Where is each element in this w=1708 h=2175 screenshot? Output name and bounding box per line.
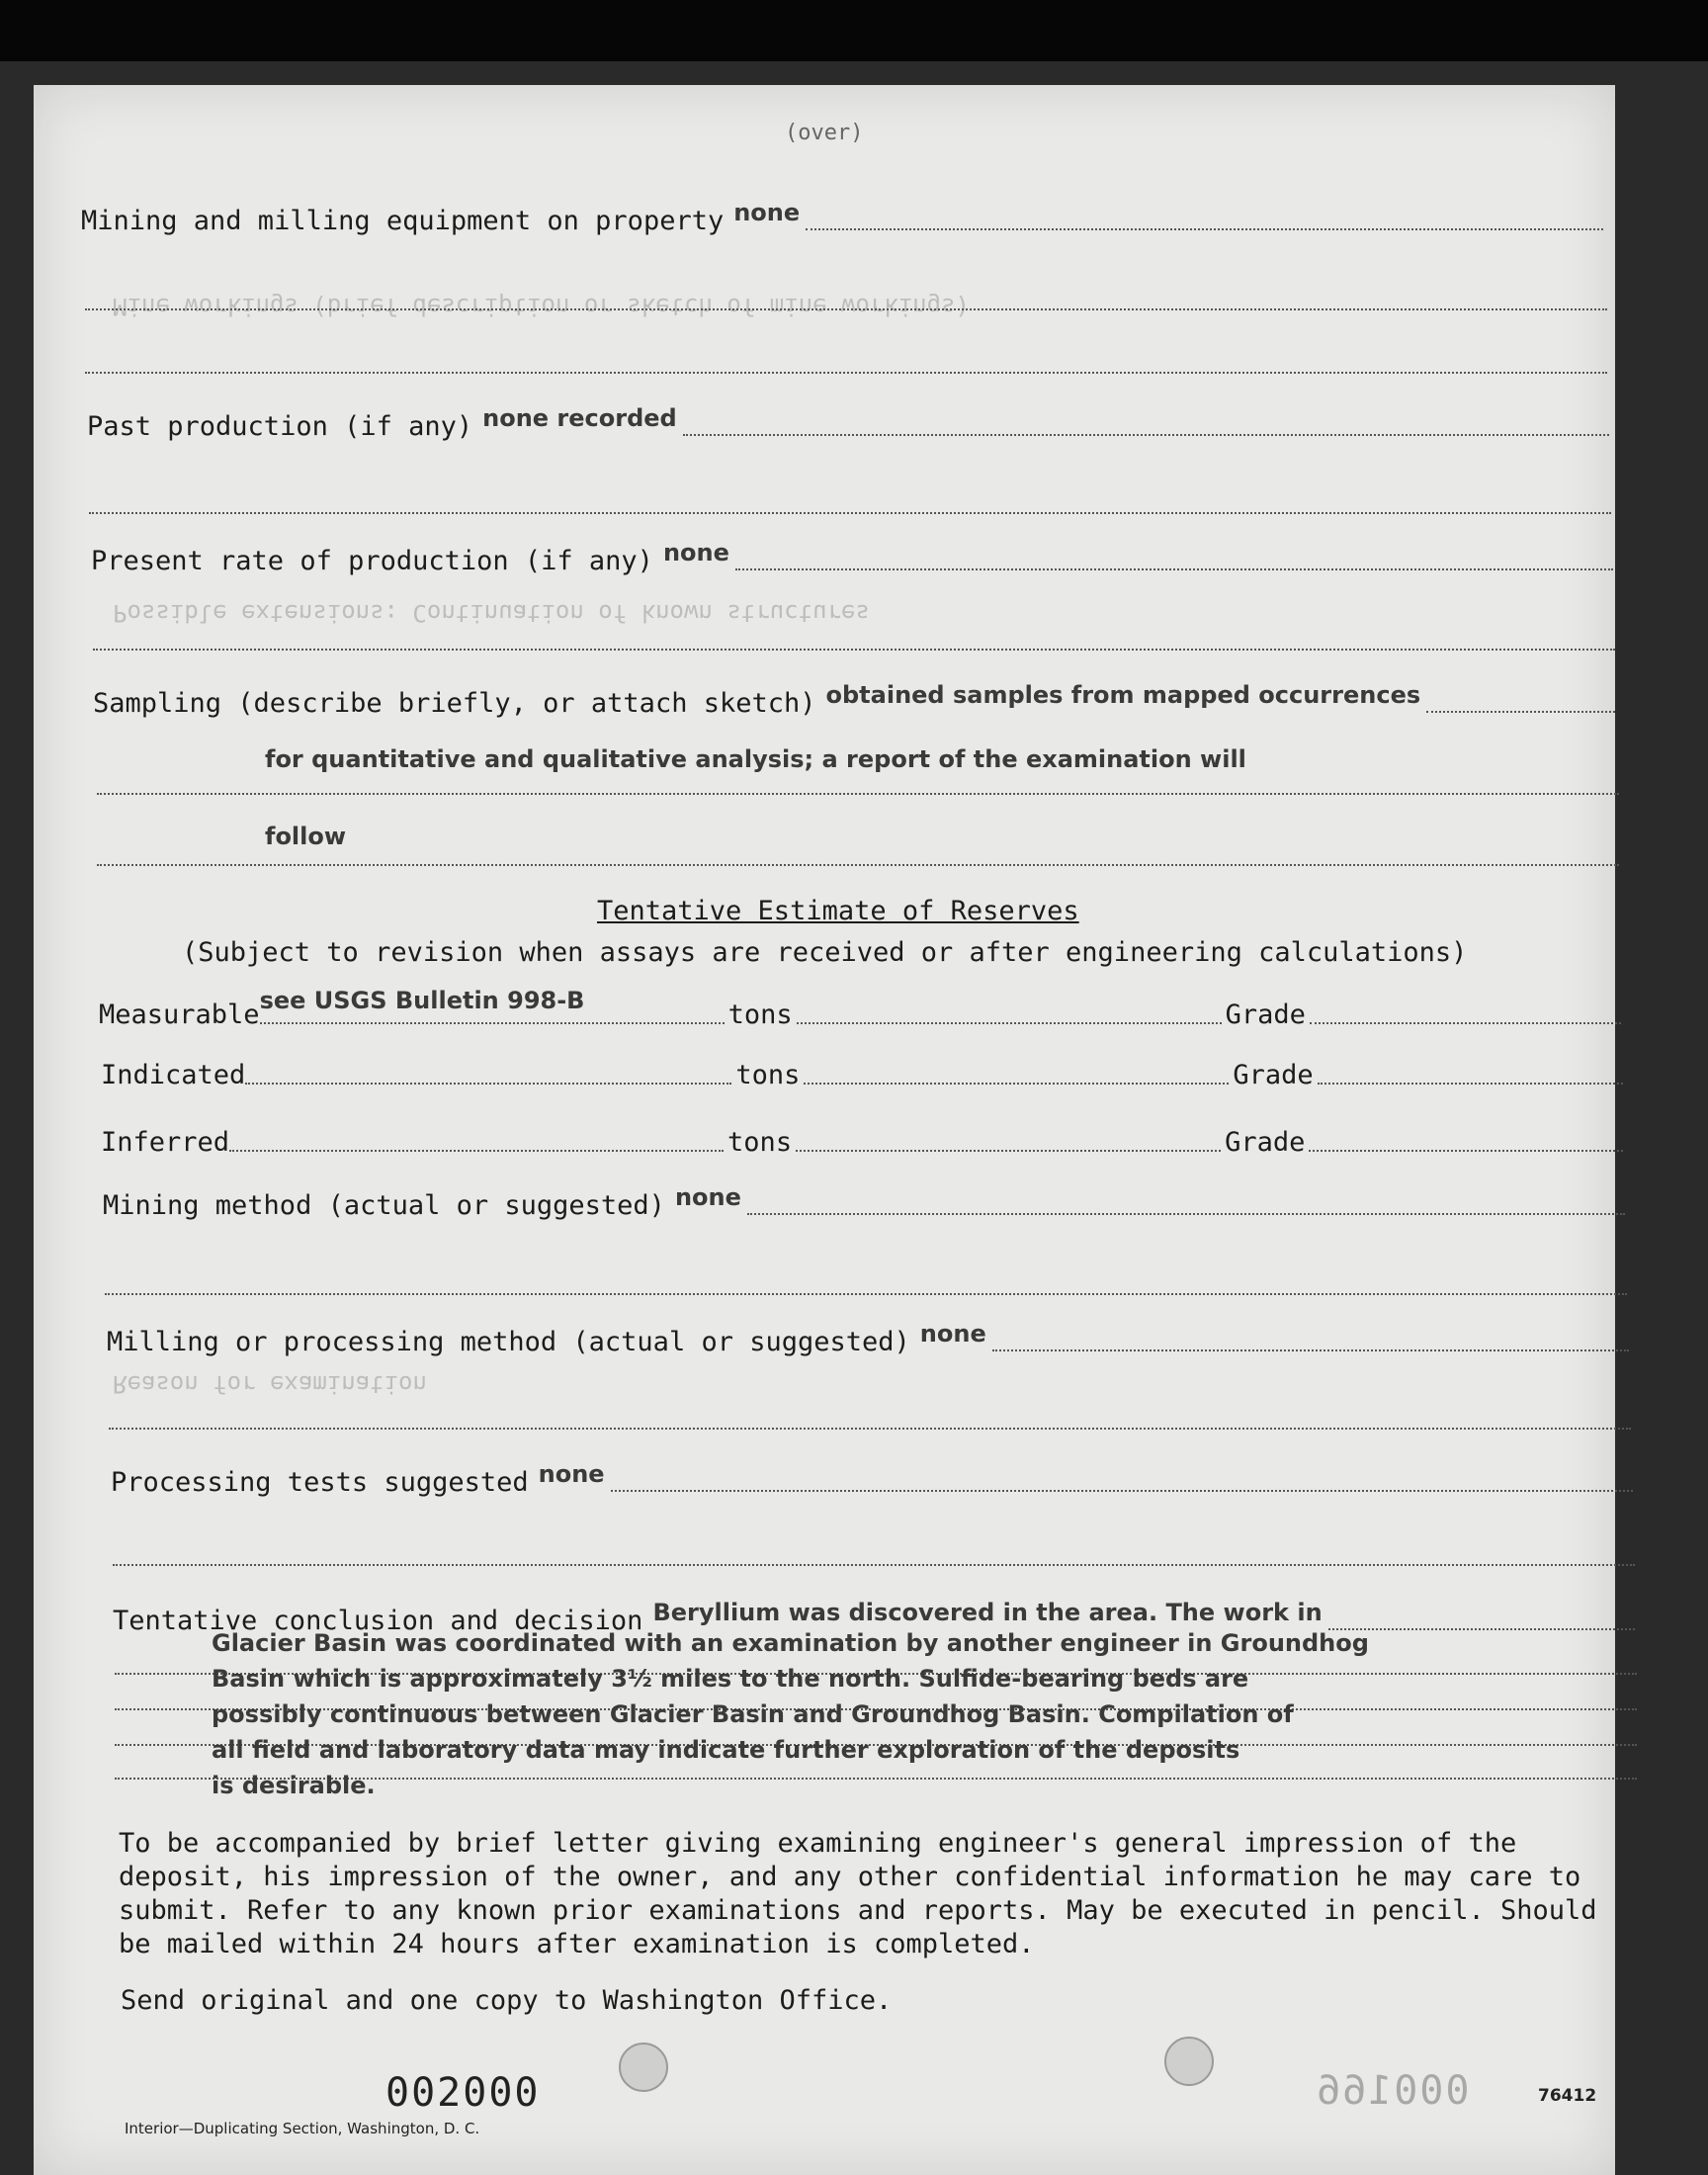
blank-line — [85, 308, 1607, 310]
bleed-through-text: Mine workings (brief description or sketch of mine workings) — [113, 293, 970, 320]
blank-line — [109, 1428, 1631, 1430]
milling-method-value: none — [919, 1320, 986, 1348]
sampling-label: Sampling (describe briefly, or attach sketch) — [93, 688, 816, 719]
processing-tests-label: Processing tests suggested — [111, 1467, 529, 1498]
mining-method-value: none — [674, 1183, 741, 1211]
conclusion-continuation: Basin which is approximately 3½ miles to the north. Sulfide-bearing beds are — [212, 1665, 1249, 1693]
conclusion-continuation: is desirable. — [212, 1772, 376, 1799]
sampling-continuation: follow — [265, 823, 347, 850]
milling-method-row — [107, 1320, 1629, 1357]
blank-line — [85, 372, 1607, 374]
mirrored-number: 000166 — [1315, 2068, 1470, 2114]
sampling-continuation: for quantitative and qualitative analysis; a report of the examination will — [265, 745, 1246, 773]
blank-line — [113, 1564, 1635, 1566]
grade-label: Grade — [1225, 1127, 1306, 1158]
reserves-row-value: see USGS Bulletin 998-B — [259, 987, 585, 1014]
reserves-row-label: Inferred — [101, 1127, 230, 1158]
punch-hole — [1164, 2037, 1214, 2086]
header-mark: (over) — [785, 121, 864, 145]
stamp-number: 002000 — [385, 2070, 541, 2116]
reserves-row-inferred — [101, 1127, 1623, 1158]
reserves-subtitle: (Subject to revision when assays are received or after engineering calculations) — [182, 937, 1468, 968]
bleed-through-text: Reason for examination — [113, 1370, 427, 1398]
blank-line — [97, 793, 1619, 795]
equipment-value: none — [733, 199, 801, 226]
past-production-label: Past production (if any) — [87, 411, 473, 442]
scanner-black-band — [0, 0, 1708, 61]
processing-tests-row — [111, 1460, 1633, 1498]
reserves-row-label: Indicated — [101, 1060, 246, 1090]
conclusion-label: Tentative conclusion and decision — [113, 1606, 643, 1636]
send-instruction: Send original and one copy to Washington Office. — [121, 1985, 893, 2016]
conclusion-continuation: Glacier Basin was coordinated with an examination by another engineer in Groundhog — [212, 1629, 1369, 1657]
equipment-label: Mining and milling equipment on property — [81, 206, 725, 236]
sampling-row — [93, 681, 1615, 719]
tons-label: tons — [727, 1127, 793, 1158]
document-page — [34, 85, 1615, 2175]
form-number: 76412 — [1538, 2086, 1597, 2106]
conclusion-continuation: possibly continuous between Glacier Basin and Groundhog Basin. Compilation of — [212, 1700, 1294, 1728]
mining-method-row — [103, 1183, 1625, 1221]
printer-line: Interior—Duplicating Section, Washington, D. C. — [125, 2120, 480, 2137]
milling-method-label: Milling or processing method (actual or suggested) — [107, 1327, 910, 1357]
processing-tests-value: none — [538, 1460, 605, 1488]
tons-label: tons — [735, 1060, 801, 1090]
grade-label: Grade — [1233, 1060, 1314, 1090]
reserves-row-label: Measurable — [99, 1000, 260, 1030]
blank-line — [97, 864, 1619, 866]
equipment-row — [81, 199, 1603, 236]
past-production-value: none recorded — [482, 404, 677, 432]
past-production-row — [87, 404, 1609, 442]
reserves-title: Tentative Estimate of Reserves — [597, 896, 1079, 926]
present-rate-value: none — [662, 539, 729, 566]
sampling-value: obtained samples from mapped occurrences — [825, 681, 1421, 709]
mining-method-label: Mining method (actual or suggested) — [103, 1190, 665, 1221]
present-rate-row — [91, 539, 1613, 576]
tons-label: tons — [727, 1000, 793, 1030]
reserves-row-measurable — [99, 987, 1621, 1030]
blank-line — [89, 512, 1611, 514]
punch-hole — [619, 2043, 668, 2092]
bleed-through-text: Possible extensions: Continuation of known structures — [113, 599, 870, 627]
grade-label: Grade — [1225, 1000, 1306, 1030]
reserves-row-indicated — [101, 1060, 1623, 1090]
present-rate-label: Present rate of production (if any) — [91, 546, 653, 576]
conclusion-value: Beryllium was discovered in the area. The work in — [652, 1599, 1323, 1626]
blank-line — [93, 649, 1615, 651]
blank-line — [105, 1293, 1627, 1295]
instructions-paragraph: To be accompanied by brief letter giving examining engineer's general impression of the deposit, his impression of the owner, and any other confidential information he may care to submit. Refer to any known prior examinations and reports. May be executed in pencil. Should be mailed within 24 hours after examination is completed. — [119, 1828, 1597, 1959]
conclusion-continuation: all field and laboratory data may indicate further exploration of the deposits — [212, 1736, 1240, 1764]
